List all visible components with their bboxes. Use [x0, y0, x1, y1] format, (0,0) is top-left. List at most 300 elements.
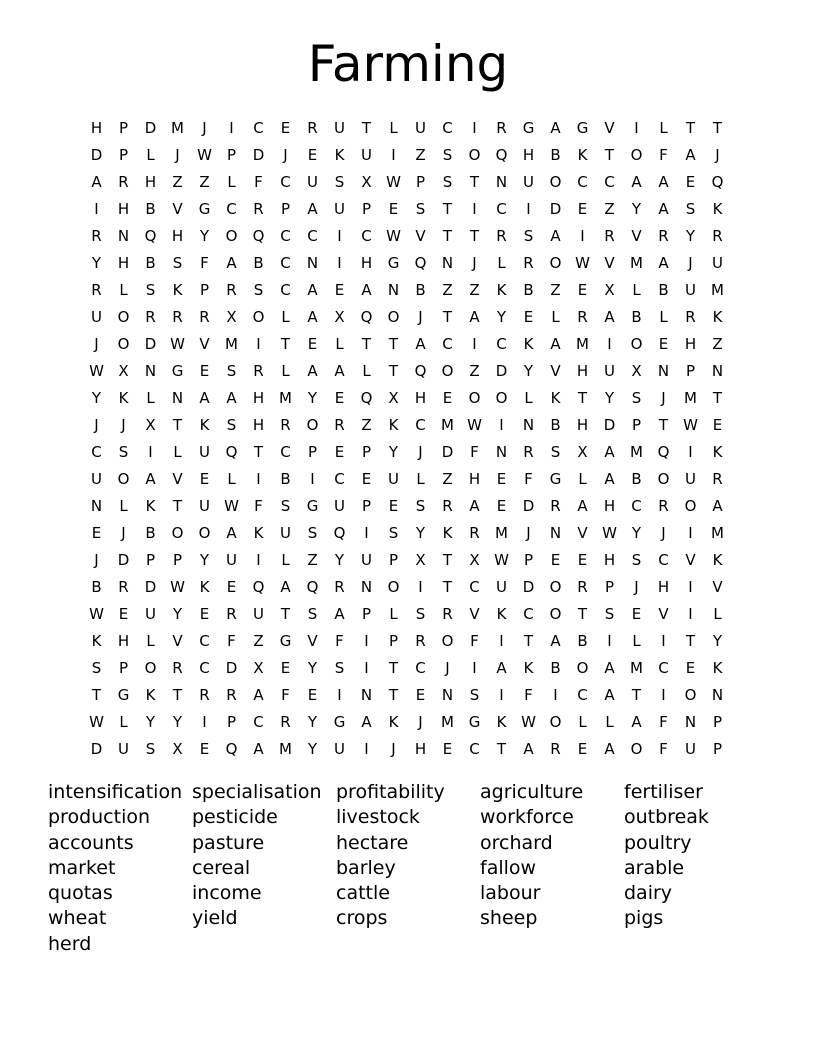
- grid-cell[interactable]: I: [229, 118, 234, 137]
- grid-cell[interactable]: I: [337, 685, 342, 704]
- grid-cell[interactable]: M: [711, 523, 724, 542]
- grid-cell[interactable]: R: [658, 226, 669, 245]
- grid-cell[interactable]: X: [631, 361, 642, 380]
- grid-cell[interactable]: N: [117, 226, 130, 245]
- grid-cell[interactable]: K: [523, 334, 534, 353]
- grid-cell[interactable]: O: [117, 307, 130, 326]
- grid-cell[interactable]: N: [90, 496, 103, 515]
- grid-cell[interactable]: Z: [253, 631, 264, 650]
- grid-cell[interactable]: Y: [685, 226, 696, 245]
- grid-cell[interactable]: H: [603, 550, 616, 569]
- grid-cell[interactable]: F: [227, 631, 236, 650]
- grid-cell[interactable]: S: [388, 523, 399, 542]
- grid-cell[interactable]: K: [334, 145, 345, 164]
- grid-cell[interactable]: L: [632, 631, 641, 650]
- grid-cell[interactable]: T: [604, 145, 615, 164]
- grid-cell[interactable]: W: [197, 145, 212, 164]
- grid-cell[interactable]: W: [89, 361, 104, 380]
- grid-cell[interactable]: D: [252, 145, 265, 164]
- grid-cell[interactable]: K: [712, 658, 723, 677]
- grid-cell[interactable]: S: [91, 658, 102, 677]
- grid-cell[interactable]: R: [577, 577, 588, 596]
- grid-cell[interactable]: N: [522, 415, 535, 434]
- grid-cell[interactable]: I: [580, 226, 585, 245]
- grid-cell[interactable]: T: [685, 118, 696, 137]
- grid-cell[interactable]: Z: [469, 361, 480, 380]
- grid-cell[interactable]: B: [631, 469, 642, 488]
- grid-cell[interactable]: U: [685, 739, 696, 758]
- grid-cell[interactable]: E: [523, 307, 534, 326]
- grid-cell[interactable]: R: [685, 307, 696, 326]
- grid-cell[interactable]: U: [685, 469, 696, 488]
- grid-cell[interactable]: W: [89, 712, 104, 731]
- grid-cell[interactable]: S: [415, 604, 426, 623]
- grid-cell[interactable]: S: [253, 280, 264, 299]
- grid-cell[interactable]: C: [91, 442, 102, 461]
- grid-cell[interactable]: Q: [414, 361, 427, 380]
- grid-cell[interactable]: I: [472, 118, 477, 137]
- grid-cell[interactable]: C: [253, 712, 264, 731]
- grid-cell[interactable]: J: [418, 307, 423, 326]
- grid-cell[interactable]: B: [145, 523, 156, 542]
- grid-cell[interactable]: H: [360, 253, 373, 272]
- grid-cell[interactable]: S: [226, 361, 237, 380]
- grid-cell[interactable]: D: [90, 145, 103, 164]
- grid-cell[interactable]: T: [631, 685, 642, 704]
- grid-cell[interactable]: M: [630, 253, 643, 272]
- grid-cell[interactable]: P: [712, 712, 723, 731]
- grid-cell[interactable]: E: [307, 334, 318, 353]
- grid-cell[interactable]: C: [496, 199, 507, 218]
- grid-cell[interactable]: R: [199, 685, 210, 704]
- grid-cell[interactable]: Q: [711, 172, 724, 191]
- grid-cell[interactable]: V: [172, 469, 183, 488]
- grid-cell[interactable]: V: [604, 253, 615, 272]
- grid-cell[interactable]: C: [334, 469, 345, 488]
- grid-cell[interactable]: H: [117, 253, 130, 272]
- grid-cell[interactable]: Z: [199, 172, 210, 191]
- grid-cell[interactable]: G: [198, 199, 211, 218]
- grid-cell[interactable]: N: [711, 685, 724, 704]
- grid-cell[interactable]: K: [199, 415, 210, 434]
- grid-cell[interactable]: W: [386, 172, 401, 191]
- grid-cell[interactable]: S: [118, 442, 129, 461]
- grid-cell[interactable]: S: [523, 226, 534, 245]
- grid-cell[interactable]: L: [227, 172, 236, 191]
- grid-cell[interactable]: Z: [442, 280, 453, 299]
- grid-cell[interactable]: T: [658, 415, 669, 434]
- grid-cell[interactable]: L: [119, 496, 128, 515]
- grid-cell[interactable]: H: [90, 118, 103, 137]
- grid-cell[interactable]: T: [712, 388, 723, 407]
- grid-cell[interactable]: R: [118, 577, 129, 596]
- grid-cell[interactable]: O: [495, 388, 508, 407]
- grid-cell[interactable]: R: [469, 523, 480, 542]
- grid-cell[interactable]: I: [688, 577, 693, 596]
- grid-cell[interactable]: M: [684, 388, 697, 407]
- grid-cell[interactable]: U: [145, 604, 156, 623]
- grid-cell[interactable]: E: [415, 685, 426, 704]
- grid-cell[interactable]: S: [226, 415, 237, 434]
- grid-cell[interactable]: L: [119, 280, 128, 299]
- grid-cell[interactable]: X: [172, 739, 183, 758]
- grid-cell[interactable]: G: [576, 118, 589, 137]
- grid-cell[interactable]: X: [388, 388, 399, 407]
- grid-cell[interactable]: L: [416, 469, 425, 488]
- grid-cell[interactable]: Y: [307, 712, 318, 731]
- grid-cell[interactable]: W: [89, 604, 104, 623]
- grid-cell[interactable]: P: [118, 118, 129, 137]
- grid-cell[interactable]: U: [361, 550, 372, 569]
- grid-cell[interactable]: H: [576, 415, 589, 434]
- grid-cell[interactable]: O: [549, 253, 562, 272]
- grid-cell[interactable]: R: [712, 226, 723, 245]
- grid-cell[interactable]: C: [469, 739, 480, 758]
- grid-cell[interactable]: S: [604, 604, 615, 623]
- grid-cell[interactable]: F: [254, 172, 263, 191]
- grid-cell[interactable]: E: [334, 442, 345, 461]
- grid-cell[interactable]: U: [91, 469, 102, 488]
- grid-cell[interactable]: L: [281, 307, 290, 326]
- grid-cell[interactable]: U: [685, 280, 696, 299]
- grid-cell[interactable]: H: [414, 739, 427, 758]
- grid-cell[interactable]: P: [307, 442, 318, 461]
- grid-cell[interactable]: T: [469, 172, 480, 191]
- grid-cell[interactable]: P: [388, 631, 399, 650]
- grid-cell[interactable]: Y: [91, 253, 102, 272]
- grid-cell[interactable]: Q: [252, 577, 265, 596]
- grid-cell[interactable]: F: [335, 631, 344, 650]
- grid-cell[interactable]: H: [657, 577, 670, 596]
- grid-cell[interactable]: V: [631, 226, 642, 245]
- grid-cell[interactable]: J: [94, 334, 99, 353]
- grid-cell[interactable]: Q: [360, 307, 373, 326]
- grid-cell[interactable]: E: [577, 739, 588, 758]
- grid-cell[interactable]: J: [418, 442, 423, 461]
- grid-cell[interactable]: E: [334, 280, 345, 299]
- grid-cell[interactable]: U: [604, 361, 615, 380]
- grid-cell[interactable]: I: [364, 658, 369, 677]
- grid-cell[interactable]: O: [252, 307, 265, 326]
- grid-cell[interactable]: F: [659, 712, 668, 731]
- grid-cell[interactable]: U: [415, 118, 426, 137]
- grid-cell[interactable]: U: [334, 496, 345, 515]
- grid-cell[interactable]: X: [118, 361, 129, 380]
- grid-cell[interactable]: I: [364, 739, 369, 758]
- grid-cell[interactable]: R: [496, 226, 507, 245]
- grid-cell[interactable]: E: [199, 604, 210, 623]
- grid-cell[interactable]: R: [253, 361, 264, 380]
- grid-cell[interactable]: C: [253, 118, 264, 137]
- grid-cell[interactable]: R: [523, 253, 534, 272]
- grid-cell[interactable]: P: [172, 550, 183, 569]
- grid-cell[interactable]: T: [361, 334, 372, 353]
- grid-cell[interactable]: S: [685, 199, 696, 218]
- grid-cell[interactable]: A: [712, 496, 723, 515]
- grid-cell[interactable]: T: [172, 415, 183, 434]
- grid-cell[interactable]: Y: [145, 712, 156, 731]
- grid-cell[interactable]: K: [496, 280, 507, 299]
- grid-cell[interactable]: I: [661, 685, 666, 704]
- grid-cell[interactable]: E: [118, 604, 129, 623]
- grid-cell[interactable]: W: [521, 712, 536, 731]
- grid-cell[interactable]: R: [658, 496, 669, 515]
- grid-cell[interactable]: R: [415, 631, 426, 650]
- grid-cell[interactable]: S: [307, 523, 318, 542]
- grid-cell[interactable]: E: [361, 469, 372, 488]
- grid-cell[interactable]: R: [118, 172, 129, 191]
- grid-cell[interactable]: Z: [469, 280, 480, 299]
- grid-cell[interactable]: P: [685, 361, 696, 380]
- grid-cell[interactable]: R: [577, 307, 588, 326]
- grid-cell[interactable]: R: [550, 739, 561, 758]
- grid-cell[interactable]: C: [442, 118, 453, 137]
- grid-cell[interactable]: F: [659, 145, 668, 164]
- grid-cell[interactable]: C: [658, 658, 669, 677]
- grid-cell[interactable]: I: [337, 253, 342, 272]
- grid-cell[interactable]: F: [470, 442, 479, 461]
- grid-cell[interactable]: R: [253, 199, 264, 218]
- grid-cell[interactable]: S: [145, 280, 156, 299]
- grid-cell[interactable]: Q: [495, 145, 508, 164]
- grid-cell[interactable]: T: [442, 550, 453, 569]
- grid-cell[interactable]: E: [388, 496, 399, 515]
- grid-cell[interactable]: U: [91, 307, 102, 326]
- grid-cell[interactable]: S: [172, 253, 183, 272]
- grid-cell[interactable]: Q: [225, 442, 238, 461]
- grid-cell[interactable]: G: [171, 361, 184, 380]
- grid-cell[interactable]: T: [712, 118, 723, 137]
- grid-cell[interactable]: C: [226, 199, 237, 218]
- grid-cell[interactable]: P: [118, 145, 129, 164]
- grid-cell[interactable]: C: [658, 550, 669, 569]
- grid-cell[interactable]: J: [661, 388, 666, 407]
- grid-cell[interactable]: R: [199, 307, 210, 326]
- grid-cell[interactable]: A: [469, 496, 480, 515]
- grid-cell[interactable]: L: [497, 253, 506, 272]
- grid-cell[interactable]: I: [256, 469, 261, 488]
- grid-cell[interactable]: C: [415, 658, 426, 677]
- grid-cell[interactable]: N: [495, 442, 508, 461]
- grid-cell[interactable]: O: [630, 739, 643, 758]
- grid-cell[interactable]: C: [307, 226, 318, 245]
- grid-cell[interactable]: U: [334, 739, 345, 758]
- grid-cell[interactable]: J: [661, 523, 666, 542]
- grid-cell[interactable]: P: [388, 550, 399, 569]
- grid-cell[interactable]: A: [334, 604, 345, 623]
- grid-cell[interactable]: N: [684, 712, 697, 731]
- grid-cell[interactable]: I: [526, 199, 531, 218]
- grid-cell[interactable]: E: [442, 388, 453, 407]
- grid-cell[interactable]: K: [172, 280, 183, 299]
- grid-cell[interactable]: Q: [306, 577, 319, 596]
- grid-cell[interactable]: R: [307, 118, 318, 137]
- grid-cell[interactable]: A: [226, 388, 237, 407]
- grid-cell[interactable]: O: [684, 685, 697, 704]
- grid-cell[interactable]: W: [170, 334, 185, 353]
- grid-cell[interactable]: A: [469, 307, 480, 326]
- grid-cell[interactable]: R: [334, 415, 345, 434]
- grid-cell[interactable]: M: [279, 739, 292, 758]
- grid-cell[interactable]: E: [199, 469, 210, 488]
- grid-cell[interactable]: D: [495, 361, 508, 380]
- grid-cell[interactable]: V: [604, 118, 615, 137]
- grid-cell[interactable]: L: [659, 307, 668, 326]
- grid-cell[interactable]: L: [362, 361, 371, 380]
- grid-cell[interactable]: C: [280, 253, 291, 272]
- grid-cell[interactable]: I: [364, 631, 369, 650]
- grid-cell[interactable]: P: [712, 739, 723, 758]
- grid-cell[interactable]: U: [199, 442, 210, 461]
- grid-cell[interactable]: G: [468, 712, 481, 731]
- grid-cell[interactable]: Y: [91, 388, 102, 407]
- grid-cell[interactable]: V: [415, 226, 426, 245]
- grid-cell[interactable]: H: [117, 631, 130, 650]
- grid-cell[interactable]: A: [280, 577, 291, 596]
- grid-cell[interactable]: I: [202, 712, 207, 731]
- grid-cell[interactable]: T: [280, 604, 291, 623]
- grid-cell[interactable]: J: [634, 577, 639, 596]
- grid-cell[interactable]: D: [117, 550, 130, 569]
- grid-cell[interactable]: C: [577, 685, 588, 704]
- grid-cell[interactable]: C: [442, 334, 453, 353]
- grid-cell[interactable]: A: [523, 739, 534, 758]
- grid-cell[interactable]: Y: [307, 658, 318, 677]
- grid-cell[interactable]: W: [683, 415, 698, 434]
- grid-cell[interactable]: O: [549, 604, 562, 623]
- grid-cell[interactable]: Y: [172, 712, 183, 731]
- grid-cell[interactable]: J: [418, 712, 423, 731]
- grid-cell[interactable]: E: [199, 739, 210, 758]
- grid-cell[interactable]: N: [171, 388, 184, 407]
- grid-cell[interactable]: R: [226, 280, 237, 299]
- grid-cell[interactable]: R: [280, 712, 291, 731]
- grid-cell[interactable]: S: [442, 145, 453, 164]
- grid-cell[interactable]: J: [121, 415, 126, 434]
- grid-cell[interactable]: G: [387, 253, 400, 272]
- grid-cell[interactable]: C: [523, 604, 534, 623]
- grid-cell[interactable]: E: [712, 415, 723, 434]
- grid-cell[interactable]: L: [605, 712, 614, 731]
- grid-cell[interactable]: C: [631, 496, 642, 515]
- grid-cell[interactable]: I: [607, 631, 612, 650]
- grid-cell[interactable]: A: [631, 712, 642, 731]
- grid-cell[interactable]: Y: [307, 388, 318, 407]
- grid-cell[interactable]: J: [202, 118, 207, 137]
- grid-cell[interactable]: Y: [334, 550, 345, 569]
- grid-cell[interactable]: Z: [415, 145, 426, 164]
- grid-cell[interactable]: P: [361, 604, 372, 623]
- grid-cell[interactable]: H: [117, 199, 130, 218]
- grid-cell[interactable]: R: [442, 496, 453, 515]
- grid-cell[interactable]: U: [388, 469, 399, 488]
- grid-cell[interactable]: Z: [172, 172, 183, 191]
- grid-cell[interactable]: I: [472, 334, 477, 353]
- grid-cell[interactable]: Q: [657, 442, 670, 461]
- grid-cell[interactable]: V: [172, 199, 183, 218]
- grid-cell[interactable]: P: [361, 442, 372, 461]
- grid-cell[interactable]: T: [280, 334, 291, 353]
- grid-cell[interactable]: Y: [307, 739, 318, 758]
- grid-cell[interactable]: I: [391, 145, 396, 164]
- grid-cell[interactable]: P: [631, 415, 642, 434]
- grid-cell[interactable]: A: [685, 145, 696, 164]
- grid-cell[interactable]: I: [472, 658, 477, 677]
- grid-cell[interactable]: K: [712, 550, 723, 569]
- grid-cell[interactable]: Z: [361, 415, 372, 434]
- grid-cell[interactable]: T: [469, 226, 480, 245]
- grid-cell[interactable]: L: [119, 712, 128, 731]
- grid-cell[interactable]: U: [307, 172, 318, 191]
- grid-cell[interactable]: G: [333, 712, 346, 731]
- grid-cell[interactable]: J: [472, 253, 477, 272]
- grid-cell[interactable]: B: [253, 253, 264, 272]
- grid-cell[interactable]: H: [468, 469, 481, 488]
- grid-cell[interactable]: D: [603, 415, 616, 434]
- grid-cell[interactable]: K: [145, 685, 156, 704]
- grid-cell[interactable]: Y: [388, 442, 399, 461]
- grid-cell[interactable]: V: [577, 523, 588, 542]
- grid-cell[interactable]: T: [388, 334, 399, 353]
- grid-cell[interactable]: I: [148, 442, 153, 461]
- grid-cell[interactable]: K: [712, 307, 723, 326]
- grid-cell[interactable]: I: [364, 523, 369, 542]
- grid-cell[interactable]: K: [712, 199, 723, 218]
- grid-cell[interactable]: E: [442, 739, 453, 758]
- grid-cell[interactable]: G: [279, 631, 292, 650]
- grid-cell[interactable]: D: [144, 577, 157, 596]
- grid-cell[interactable]: E: [685, 658, 696, 677]
- grid-cell[interactable]: I: [688, 604, 693, 623]
- grid-cell[interactable]: O: [468, 388, 481, 407]
- grid-cell[interactable]: I: [499, 685, 504, 704]
- grid-cell[interactable]: O: [549, 172, 562, 191]
- grid-cell[interactable]: S: [469, 685, 480, 704]
- grid-cell[interactable]: U: [280, 523, 291, 542]
- grid-cell[interactable]: A: [226, 523, 237, 542]
- grid-cell[interactable]: P: [226, 712, 237, 731]
- grid-cell[interactable]: U: [334, 199, 345, 218]
- grid-cell[interactable]: Y: [631, 199, 642, 218]
- grid-cell[interactable]: S: [280, 496, 291, 515]
- grid-cell[interactable]: Z: [712, 334, 723, 353]
- grid-cell[interactable]: S: [631, 550, 642, 569]
- grid-cell[interactable]: I: [688, 442, 693, 461]
- grid-cell[interactable]: E: [496, 496, 507, 515]
- grid-cell[interactable]: W: [386, 226, 401, 245]
- grid-cell[interactable]: U: [334, 118, 345, 137]
- grid-cell[interactable]: B: [523, 280, 534, 299]
- grid-cell[interactable]: R: [496, 118, 507, 137]
- grid-cell[interactable]: I: [256, 334, 261, 353]
- grid-cell[interactable]: W: [224, 496, 239, 515]
- grid-cell[interactable]: C: [280, 442, 291, 461]
- grid-cell[interactable]: M: [441, 712, 454, 731]
- grid-cell[interactable]: O: [198, 523, 211, 542]
- grid-cell[interactable]: T: [523, 631, 534, 650]
- grid-cell[interactable]: L: [632, 280, 641, 299]
- grid-cell[interactable]: V: [658, 604, 669, 623]
- grid-cell[interactable]: A: [550, 226, 561, 245]
- grid-cell[interactable]: I: [499, 631, 504, 650]
- grid-cell[interactable]: L: [227, 469, 236, 488]
- grid-cell[interactable]: R: [145, 307, 156, 326]
- grid-cell[interactable]: Y: [172, 604, 183, 623]
- grid-cell[interactable]: M: [441, 415, 454, 434]
- grid-cell[interactable]: A: [307, 199, 318, 218]
- grid-cell[interactable]: E: [550, 550, 561, 569]
- grid-cell[interactable]: R: [280, 415, 291, 434]
